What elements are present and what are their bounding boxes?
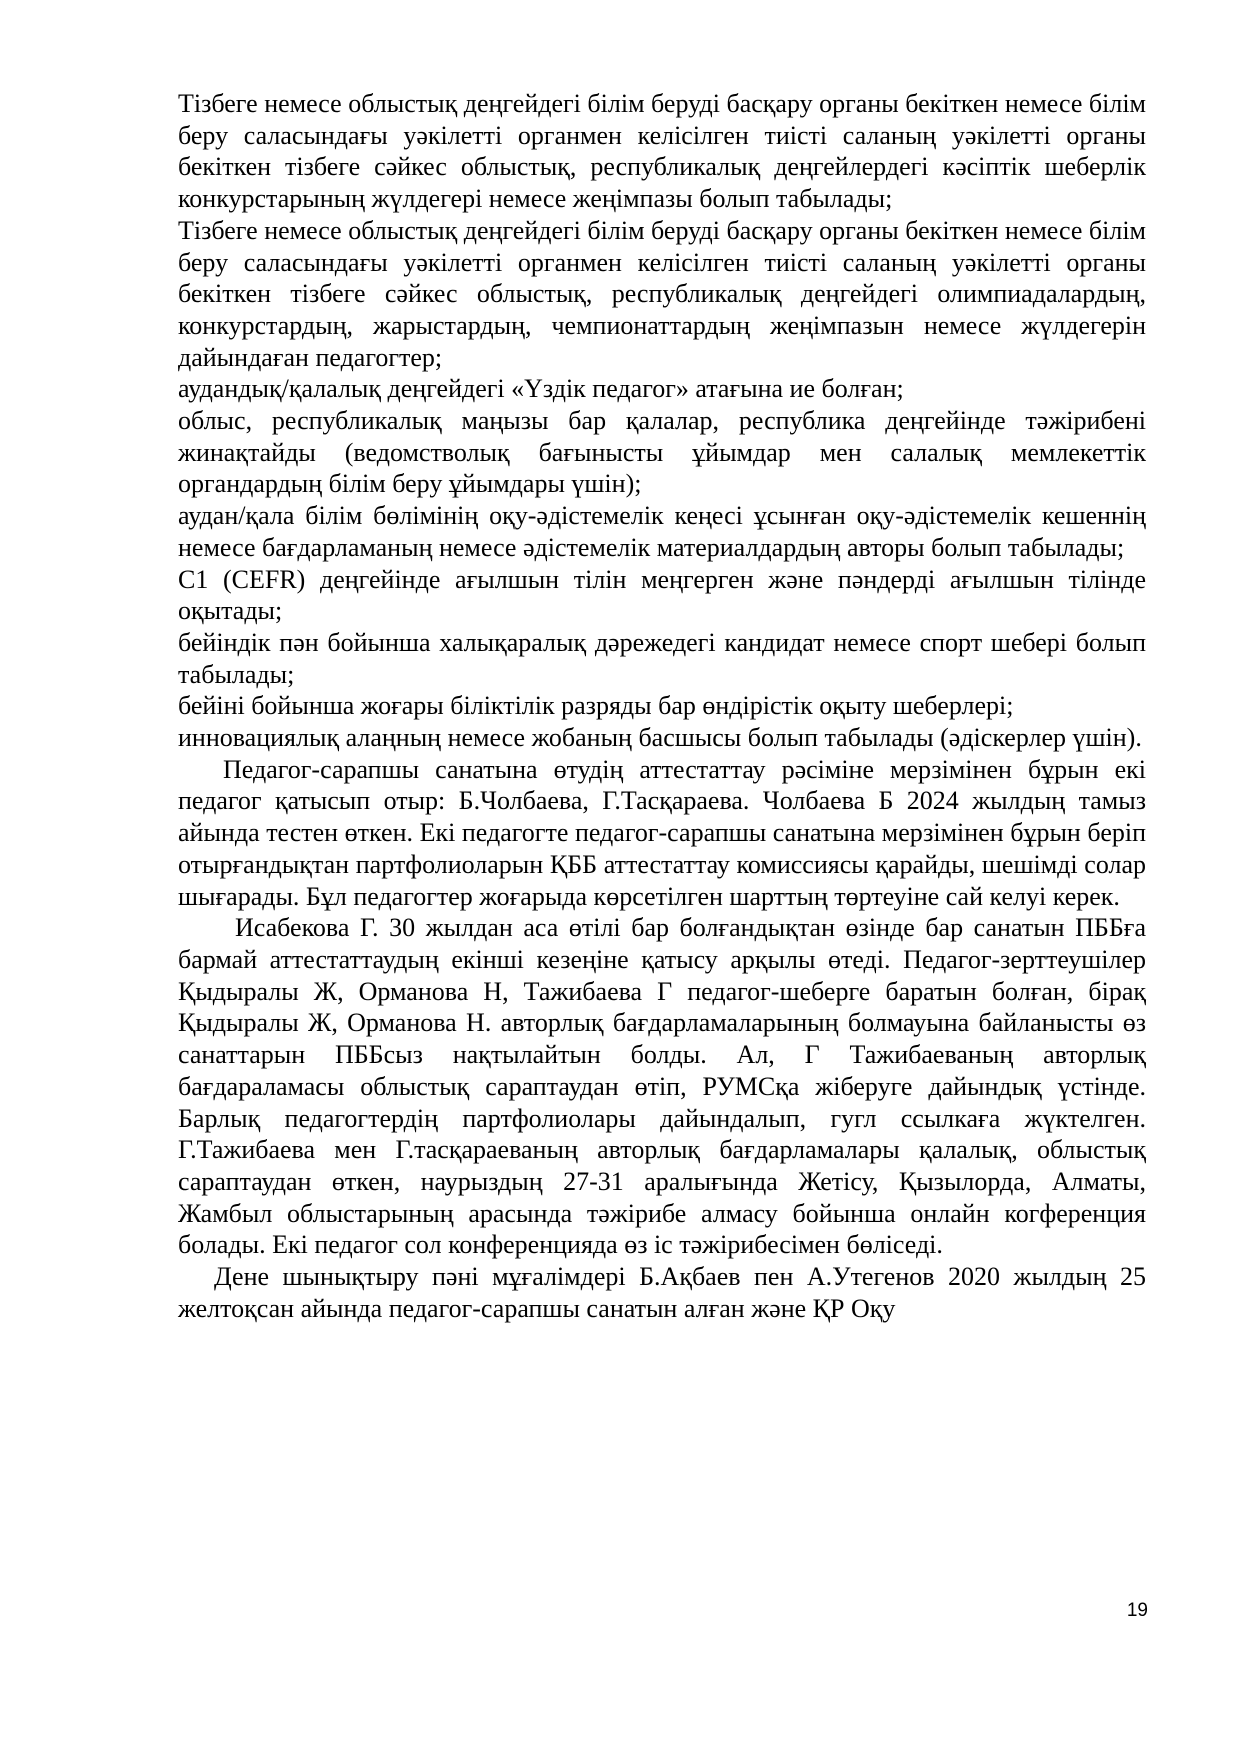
paragraph-pe-teachers: Дене шынықтыру пәні мұғалімдері Б.Ақбаев пен А.Утегенов 2020 жылдың 25 желтоқсан айында педагог-сарапшы санатын алған және ҚР Оқу [178, 1262, 1146, 1323]
criterion-item-8: бейіні бойынша жоғары біліктілік разряды бар өндірістік оқыту шеберлері; [178, 691, 1014, 721]
page-number: 19 [1126, 1600, 1148, 1621]
paragraph-researchers: Исабекова Г. 30 жылдан аса өтілі бар болғандықтан өзінде бар санатын ПББға бармай аттестаттаудың екінші кезеңіне қатысу арқылы өтеді. Педагог-зерттеушілер Қыдыралы Ж, Орманова Н, Тажибаева Г педагог-шеберге баратын болған, бірақ Қыдыралы Ж, Орманова Н. авторлық бағдарламаларының болмауына байланысты өз санаттарын ПББсыз нақтылайтын болды. Ал, Г Тажибаеваның авторлық бағдараламасы облыстық сараптаудан өтіп, РУМСқа жіберуге дайындық үстінде. Барлық педагогтердің партфолиолары дайындалып, гугл ссылкаға жүктелген. Г.Тажибаева мен Г.тасқараеваның авторлық бағдарламалары қалалық, облыстық сараптаудан өткен, наурыздың 27-31 аралығында Жетісу, Қызылорда, Алматы, Жамбыл облыстарының арасында тәжірибе алмасу бойынша онлайн когференция болады. Екі педагог сол конференцияда өз іс тәжірибесімен бөліседі. [178, 913, 1146, 1260]
body-text [178, 88, 1146, 1324]
criterion-item-4: облыс, республикалық маңызы бар қалалар, республика деңгейінде тәжірибені жинақтайды (ведомстволық бағынысты ұйымдар мен салалық мемлекеттік органдардың білім беру ұйымдары үшін); [178, 406, 1146, 499]
criterion-item-3: аудандық/қалалық деңгейдегі «Үздік педагог» атағына ие болған; [178, 374, 904, 404]
paragraph-expert-attestation: Педагог-сарапшы санатына өтудің аттестаттау рәсіміне мерзімінен бұрын екі педагог қатысып отыр: Б.Чолбаева, Г.Тасқараева. Чолбаева Б 2024 жылдың тамыз айында тестен өткен. Екі педагогте педагог-сарапшы санатына мерзімінен бұрын беріп отырғандықтан партфолиоларын ҚББ аттестаттау комиссиясы қарайды, шешімді солар шығарады. Бұл педагогтер жоғарыда көрсетілген шарттың төртеуіне сай келуі керек. [178, 754, 1146, 911]
criterion-item-1: Тізбеге немесе облыстық деңгейдегі білім беруді басқару органы бекіткен немесе білім беру саласындағы уәкілетті органмен келісілген тиісті саланың уәкілетті органы бекіткен тізбеге сәйкес облыстық, республикалық деңгейлердегі кәсіптік шеберлік конкурстарының жүлдегері немесе жеңімпазы болып табылады; [178, 89, 1146, 214]
criterion-item-7: бейіндік пән бойынша халықаралық дәрежедегі кандидат немесе спорт шебері болып табылады; [178, 627, 1146, 689]
criterion-item-2: Тізбеге немесе облыстық деңгейдегі білім беруді басқару органы бекіткен немесе білім беру саласындағы уәкілетті органмен келісілген тиісті саланың уәкілетті органы бекіткен тізбеге сәйкес облыстық, республикалық деңгейдегі олимпиадалардың, конкурстардың, жарыстардың, чемпионаттардың жеңімпазын немесе жүлдегерін дайындаған педагогтер; [178, 215, 1146, 372]
criterion-item-6: С1 (CEFR) деңгейінде ағылшын тілін меңгерген және пәндерді ағылшын тілінде оқытады; [178, 564, 1146, 626]
criterion-item-9: инновациялық алаңның немесе жобаның басшысы болып табылады (әдіскерлер үшін). [178, 723, 1142, 753]
criterion-item-5: аудан/қала білім бөлімінің оқу-әдістемелік кеңесі ұсынған оқу-әдістемелік кешеннің немесе бағдарламаның немесе әдістемелік материалдардың авторы болып табылады; [178, 501, 1146, 562]
